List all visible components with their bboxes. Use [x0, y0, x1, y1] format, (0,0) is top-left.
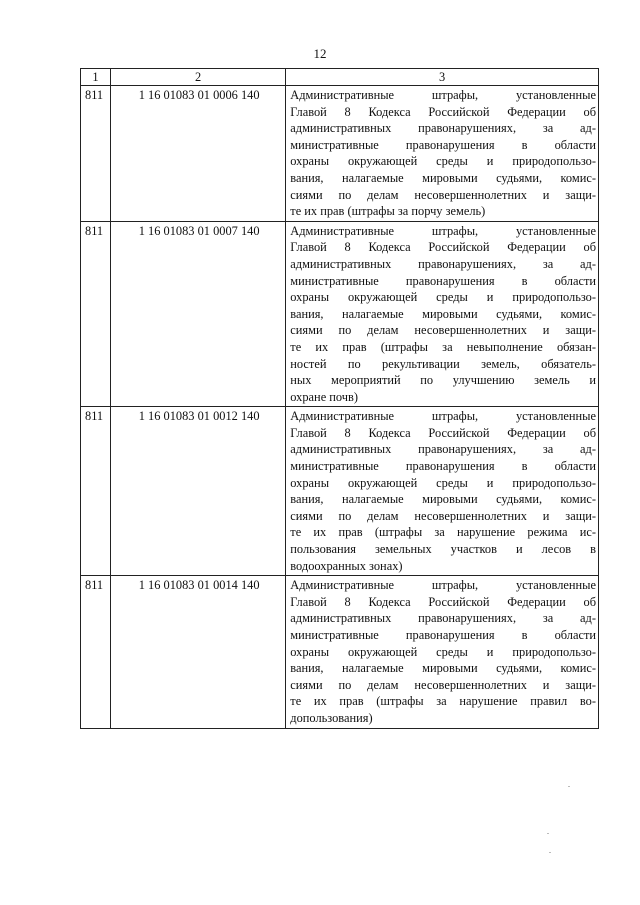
description-line: Главой 8 Кодекса Российской Федерации об	[290, 104, 596, 119]
description-line: сиями по делам несовершеннолетних и защи-	[290, 508, 596, 523]
table-row	[81, 221, 599, 407]
admin-code-cell: 811	[81, 576, 111, 728]
table-row	[81, 576, 599, 728]
description-cell	[286, 576, 599, 728]
description-line: пользования земельных участков и лесов в	[290, 542, 596, 557]
description-line: министративные правонарушения в области	[290, 273, 596, 288]
description-line: сиями по делам несовершеннолетних и защи-	[290, 187, 596, 202]
header-col-2: 2	[110, 69, 285, 86]
description-line: Главой 8 Кодекса Российской Федерации об	[290, 425, 596, 440]
description-line: охране почв)	[290, 389, 358, 404]
header-col-3: 3	[286, 69, 599, 86]
description-line: допользования)	[290, 710, 373, 725]
description-line: административных правонарушениях, за ад-	[290, 121, 596, 136]
description-line: охраны окружающей среды и природопользо-	[290, 644, 596, 659]
description-line: Административные штрафы, установленные	[290, 409, 596, 424]
description-line: ных мероприятий по улучшению земель и	[290, 373, 596, 388]
page-number: 12	[313, 46, 327, 61]
description-line: вания, налагаемые мировыми судьями, комис-	[290, 492, 596, 507]
table-row	[81, 86, 599, 222]
table-header-row	[81, 69, 599, 86]
budget-code-cell: 1 16 01083 01 0014 140	[110, 576, 285, 728]
budget-code-cell: 1 16 01083 01 0006 140	[110, 86, 285, 222]
description-line: те их прав (штрафы за нарушение правил во-	[290, 694, 596, 709]
description-line: охраны окружающей среды и природопользо-	[290, 290, 596, 305]
description-line: сиями по делам несовершеннолетних и защи-	[290, 677, 596, 692]
description-line: вания, налагаемые мировыми судьями, комис-	[290, 661, 596, 676]
description-line: административных правонарушениях, за ад-	[290, 256, 596, 271]
description-line: административных правонарушениях, за ад-	[290, 442, 596, 457]
description-line: водоохранных зонах)	[290, 558, 403, 573]
description-line: те их прав (штрафы за порчу земель)	[290, 204, 486, 219]
description-line: охраны окружающей среды и природопользо-	[290, 154, 596, 169]
header-col-1: 1	[81, 69, 111, 86]
description-line: министративные правонарушения в области	[290, 137, 596, 152]
description-line: министративные правонарушения в области	[290, 459, 596, 474]
scan-speck	[549, 852, 551, 853]
table-row	[81, 407, 599, 576]
description-line: министративные правонарушения в области	[290, 628, 596, 642]
scan-speck	[568, 786, 570, 787]
admin-code-cell: 811	[81, 407, 111, 576]
description-line: Главой 8 Кодекса Российской Федерации об	[290, 594, 596, 609]
admin-code-cell: 811	[81, 221, 111, 407]
description-line: вания, налагаемые мировыми судьями, комис-	[290, 170, 596, 185]
budget-code-cell: 1 16 01083 01 0007 140	[110, 221, 285, 407]
description-cell	[286, 407, 599, 576]
description-line: Административные штрафы, установленные	[290, 223, 596, 238]
admin-code-cell: 811	[81, 86, 111, 222]
description-line: вания, налагаемые мировыми судьями, комис-	[290, 306, 596, 321]
description-line: Административные штрафы, установленные	[290, 578, 596, 593]
description-cell	[286, 86, 599, 222]
description-line: те их прав (штрафы за невыполнение обязан-	[290, 339, 596, 354]
budget-code-table	[80, 68, 599, 729]
description-line: Главой 8 Кодекса Российской Федерации об	[290, 240, 596, 255]
description-line: административных правонарушениях, за ад-	[290, 611, 596, 626]
scan-speck	[547, 833, 549, 834]
description-cell	[286, 221, 599, 407]
description-line: сиями по делам несовершеннолетних и защи-	[290, 323, 596, 338]
description-line: те их прав (штрафы за нарушение режима ис-	[290, 525, 596, 540]
budget-code-cell: 1 16 01083 01 0012 140	[110, 407, 285, 576]
description-line: ностей по рекультивации земель, обязатель-	[290, 356, 596, 371]
description-line: охраны окружающей среды и природопользо-	[290, 475, 596, 490]
description-line: Административные штрафы, установленные	[290, 88, 596, 102]
